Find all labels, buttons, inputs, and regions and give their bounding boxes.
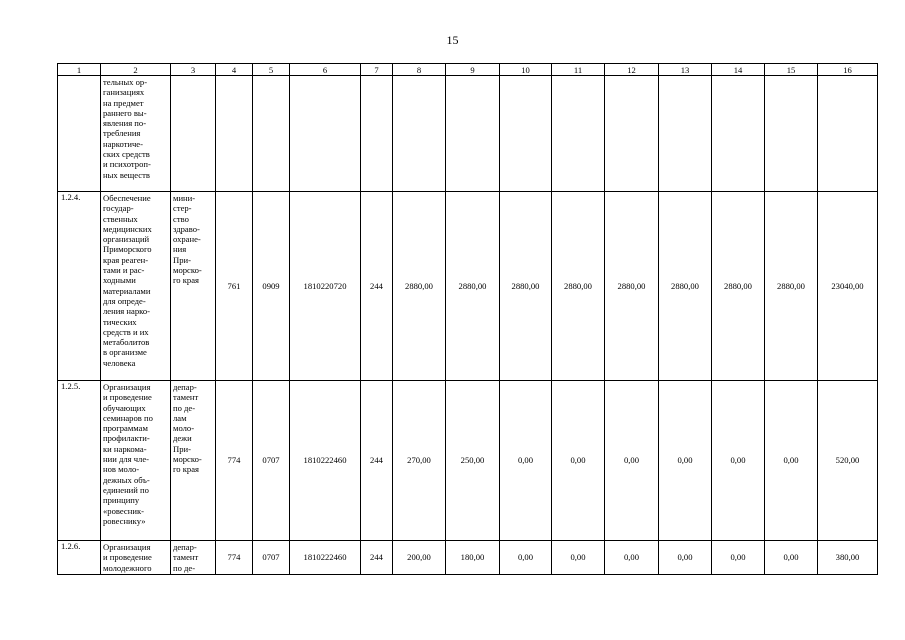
- executor-line: ство: [173, 213, 189, 224]
- executor-line: При-: [173, 254, 191, 265]
- executor-line: стер-: [173, 203, 192, 214]
- executor: [171, 192, 216, 381]
- activity-name-line: ных веществ: [103, 169, 150, 180]
- executor: [171, 76, 216, 192]
- value-cell: 1810222460: [290, 541, 361, 575]
- activity-name-line: медицинских: [103, 223, 152, 234]
- value-cell: 2880,00: [393, 192, 446, 381]
- value-cell: [446, 76, 500, 192]
- activity-name-line: и проведение: [103, 392, 152, 403]
- value-cell: 2880,00: [500, 192, 552, 381]
- column-header: 5: [253, 64, 290, 76]
- value-cell: 1810222460: [290, 381, 361, 541]
- value-cell: 0,00: [712, 381, 765, 541]
- activity-name-line: принципу: [103, 495, 140, 506]
- value-cell: 1810220720: [290, 192, 361, 381]
- executor-line: При-: [173, 443, 191, 454]
- column-header: 10: [500, 64, 552, 76]
- table-row: [58, 192, 878, 381]
- activity-name-line: тельных ор-: [103, 77, 148, 87]
- value-cell: [216, 76, 253, 192]
- value-cell: [253, 76, 290, 192]
- activity-name-line: метаболитов: [103, 337, 150, 348]
- value-cell: 2880,00: [659, 192, 712, 381]
- activity-name-line: обучающих: [103, 402, 146, 413]
- activity-name-line: средств и их: [103, 326, 149, 337]
- activity-name-line: профилакти-: [103, 433, 150, 444]
- value-cell: 0,00: [552, 541, 605, 575]
- value-cell: 23040,00: [818, 192, 878, 381]
- value-cell: [659, 76, 712, 192]
- column-header: 9: [446, 64, 500, 76]
- value-cell: [818, 76, 878, 192]
- table-row: [58, 381, 878, 541]
- value-cell: [712, 76, 765, 192]
- value-cell: 774: [216, 541, 253, 575]
- activity-name-line: «ровесник-: [103, 505, 144, 516]
- value-cell: 761: [216, 192, 253, 381]
- value-cell: 2880,00: [605, 192, 659, 381]
- executor-line: по де-: [173, 402, 196, 413]
- value-cell: 270,00: [393, 381, 446, 541]
- activity-name-line: для опреде-: [103, 295, 146, 306]
- activity-name-line: молодежного: [103, 562, 152, 573]
- column-header: 11: [552, 64, 605, 76]
- executor-line: по де-: [173, 562, 196, 573]
- column-header: 7: [361, 64, 393, 76]
- activity-name-line: Обеспечение: [103, 193, 151, 203]
- value-cell: 0,00: [765, 541, 818, 575]
- executor-line: морско-: [173, 265, 202, 276]
- value-cell: [500, 76, 552, 192]
- activity-name-line: явления по-: [103, 118, 147, 129]
- column-header: 4: [216, 64, 253, 76]
- value-cell: 0,00: [659, 381, 712, 541]
- executor-line: охране-: [173, 234, 201, 245]
- value-cell: [605, 76, 659, 192]
- activity-name: [101, 541, 171, 575]
- value-cell: 244: [361, 381, 393, 541]
- value-cell: 0,00: [605, 381, 659, 541]
- column-header: 2: [101, 64, 171, 76]
- budget-table: [57, 63, 878, 575]
- value-cell: 520,00: [818, 381, 878, 541]
- activity-name-line: раннего вы-: [103, 107, 147, 118]
- activity-name-line: наркотиче-: [103, 138, 143, 149]
- activity-name: [101, 192, 171, 381]
- executor-line: депар-: [173, 542, 197, 552]
- activity-name-line: ских средств: [103, 149, 150, 160]
- value-cell: 0707: [253, 541, 290, 575]
- row-number: 1.2.4.: [58, 192, 101, 381]
- executor: [171, 541, 216, 575]
- executor-line: тамент: [173, 392, 199, 403]
- column-header: 1: [58, 64, 101, 76]
- value-cell: 2880,00: [765, 192, 818, 381]
- row-number: 1.2.6.: [58, 541, 101, 575]
- value-cell: 0,00: [552, 381, 605, 541]
- value-cell: 0909: [253, 192, 290, 381]
- table-body: [58, 64, 878, 575]
- activity-name-line: государ-: [103, 203, 134, 214]
- value-cell: 244: [361, 192, 393, 381]
- activity-name-line: дежных объ-: [103, 474, 150, 485]
- value-cell: 0,00: [712, 541, 765, 575]
- column-header: 6: [290, 64, 361, 76]
- executor-line: тамент: [173, 552, 199, 563]
- table-row: [58, 541, 878, 575]
- activity-name-line: требления: [103, 128, 141, 139]
- activity-name-line: человека: [103, 357, 136, 368]
- value-cell: 380,00: [818, 541, 878, 575]
- activity-name-line: ровеснику»: [103, 515, 146, 526]
- executor-line: го края: [173, 275, 199, 286]
- activity-name-line: тами и рас-: [103, 265, 145, 276]
- activity-name-line: на предмет: [103, 97, 144, 108]
- executor-line: лам: [173, 412, 187, 423]
- executor-line: депар-: [173, 382, 197, 392]
- value-cell: 0,00: [500, 541, 552, 575]
- executor-line: моло-: [173, 423, 195, 434]
- executor-line: морско-: [173, 454, 202, 465]
- activity-name-line: семинаров по: [103, 412, 153, 423]
- executor: [171, 381, 216, 541]
- column-header: 14: [712, 64, 765, 76]
- activity-name-line: нии для чле-: [103, 454, 149, 465]
- value-cell: 0707: [253, 381, 290, 541]
- executor-line: ния: [173, 244, 187, 255]
- column-header: 13: [659, 64, 712, 76]
- value-cell: [552, 76, 605, 192]
- activity-name: [101, 381, 171, 541]
- value-cell: 180,00: [446, 541, 500, 575]
- column-header: 3: [171, 64, 216, 76]
- row-number: 1.2.5.: [58, 381, 101, 541]
- value-cell: [765, 76, 818, 192]
- activity-name-line: в организме: [103, 347, 147, 358]
- activity-name: [101, 76, 171, 192]
- value-cell: [290, 76, 361, 192]
- activity-name-line: материалами: [103, 285, 151, 296]
- column-header: 15: [765, 64, 818, 76]
- value-cell: 0,00: [659, 541, 712, 575]
- value-cell: 0,00: [605, 541, 659, 575]
- activity-name-line: организаций: [103, 234, 150, 245]
- value-cell: [361, 76, 393, 192]
- activity-name-line: Приморского: [103, 244, 152, 255]
- activity-name-line: нов моло-: [103, 464, 140, 475]
- value-cell: 774: [216, 381, 253, 541]
- activity-name-line: ходными: [103, 275, 136, 286]
- value-cell: [393, 76, 446, 192]
- table-row: [58, 76, 878, 192]
- executor-line: го края: [173, 464, 199, 475]
- activity-name-line: программам: [103, 423, 148, 434]
- executor-line: здраво-: [173, 223, 200, 234]
- activity-name-line: Организация: [103, 542, 151, 552]
- value-cell: 2880,00: [446, 192, 500, 381]
- activity-name-line: и психотроп-: [103, 159, 151, 170]
- executor-line: мини-: [173, 193, 196, 203]
- activity-name-line: ганизациях: [103, 87, 145, 98]
- column-header: 8: [393, 64, 446, 76]
- header-row: [58, 64, 878, 76]
- value-cell: 244: [361, 541, 393, 575]
- value-cell: 250,00: [446, 381, 500, 541]
- value-cell: 0,00: [500, 381, 552, 541]
- page-number: 15: [446, 33, 459, 47]
- activity-name-line: края реаген-: [103, 254, 149, 265]
- value-cell: 0,00: [765, 381, 818, 541]
- executor-line: дежи: [173, 433, 192, 444]
- value-cell: 2880,00: [552, 192, 605, 381]
- row-number: [58, 76, 101, 192]
- column-header: 16: [818, 64, 878, 76]
- activity-name-line: и проведение: [103, 552, 152, 563]
- value-cell: 200,00: [393, 541, 446, 575]
- activity-name-line: ки наркома-: [103, 443, 147, 454]
- column-header: 12: [605, 64, 659, 76]
- activity-name-line: ления нарко-: [103, 306, 151, 317]
- activity-name-line: единений по: [103, 484, 149, 495]
- value-cell: 2880,00: [712, 192, 765, 381]
- activity-name-line: Организация: [103, 382, 151, 392]
- activity-name-line: ственных: [103, 213, 138, 224]
- activity-name-line: тических: [103, 316, 137, 327]
